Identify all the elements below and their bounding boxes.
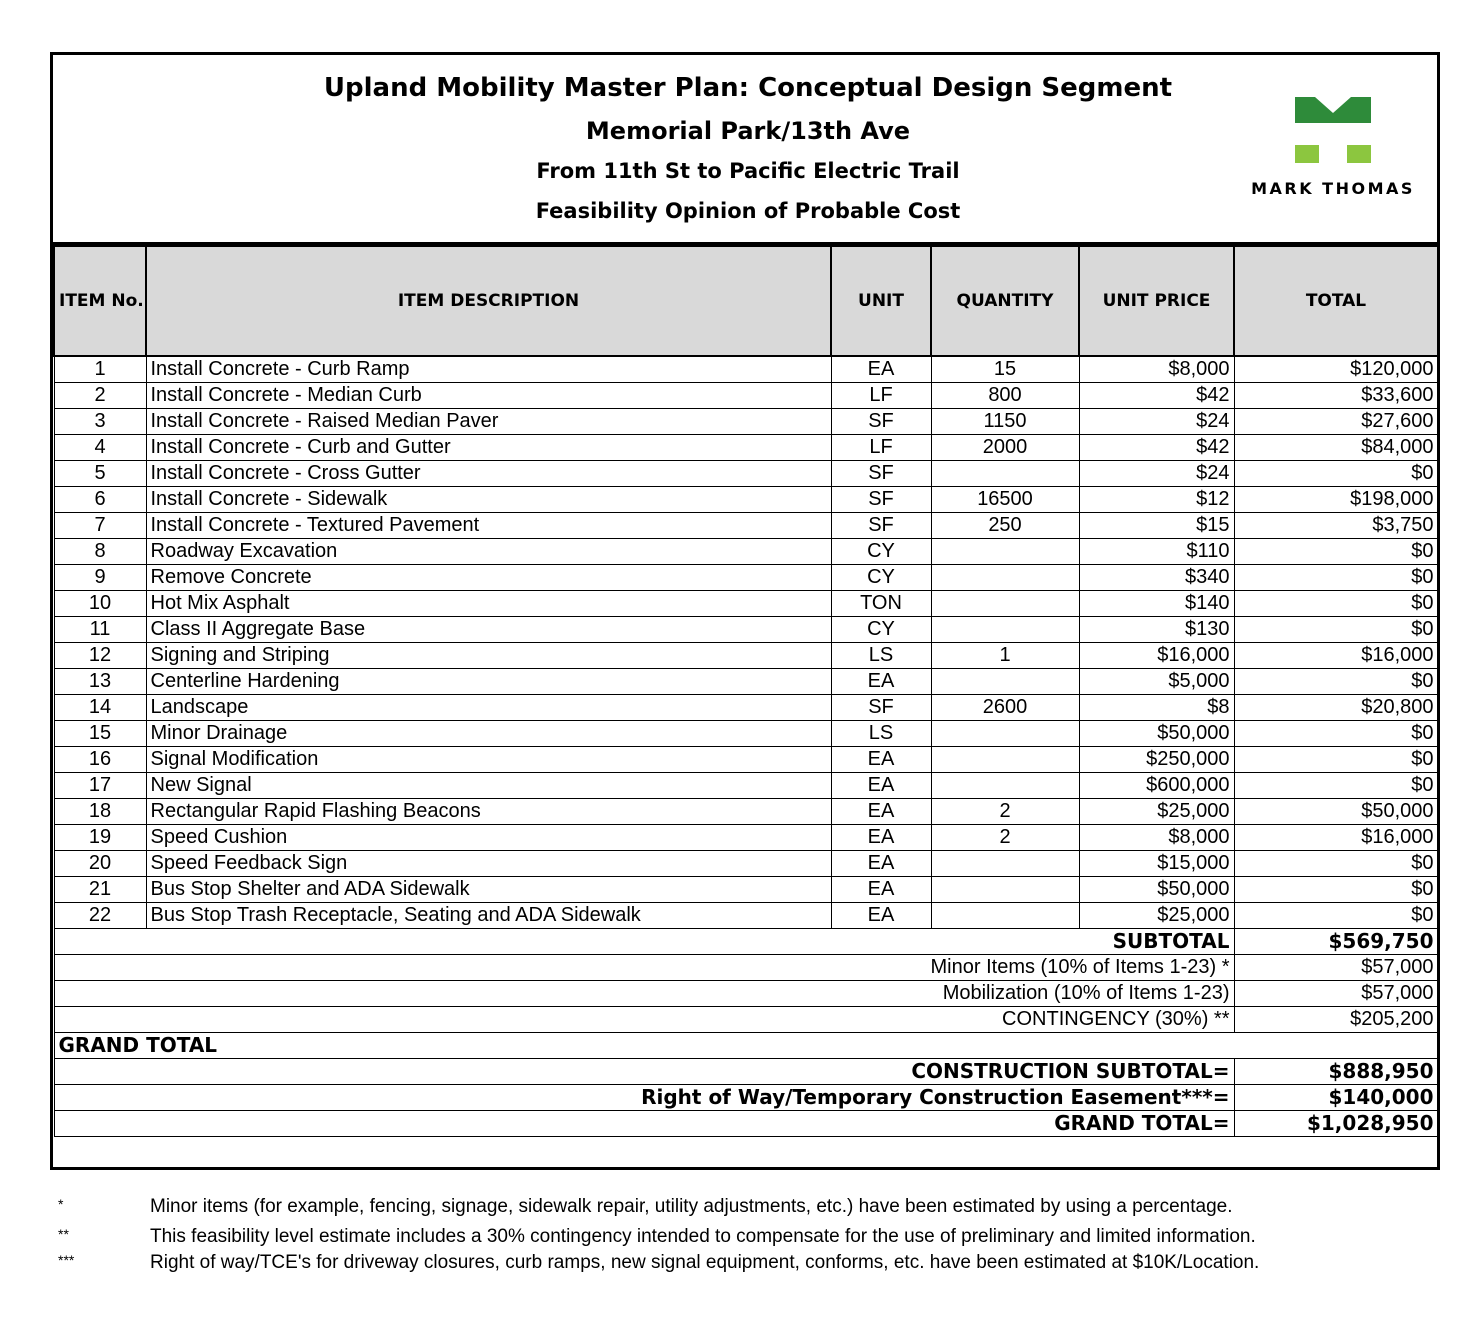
cost-table: [53, 245, 1439, 1137]
item-description: Signing and Striping: [146, 643, 831, 669]
table-row: [54, 799, 1438, 825]
item-quantity: [931, 721, 1079, 747]
item-number: 4: [54, 435, 146, 461]
mobilization-row: [54, 981, 1438, 1007]
footnote-mark: **: [58, 1226, 69, 1242]
table-row: [54, 356, 1438, 383]
item-description: Minor Drainage: [146, 721, 831, 747]
item-number: 17: [54, 773, 146, 799]
item-unit: SF: [831, 513, 931, 539]
item-quantity: [931, 903, 1079, 929]
item-number: 8: [54, 539, 146, 565]
item-unit-price: $42: [1079, 383, 1234, 409]
item-unit: SF: [831, 409, 931, 435]
item-unit: SF: [831, 461, 931, 487]
item-total: $0: [1234, 877, 1438, 903]
table-row: [54, 539, 1438, 565]
col-unit-price: UNIT PRICE: [1079, 246, 1234, 356]
item-unit: CY: [831, 539, 931, 565]
subtotal-label: SUBTOTAL: [54, 929, 1234, 955]
item-quantity: [931, 539, 1079, 565]
mobilization-value: $57,000: [1234, 981, 1438, 1007]
item-unit-price: $25,000: [1079, 903, 1234, 929]
item-description: Hot Mix Asphalt: [146, 591, 831, 617]
logo-wordmark: MARK THOMAS: [1251, 179, 1415, 198]
table-row: [54, 487, 1438, 513]
item-total: $0: [1234, 461, 1438, 487]
grand-total-section-label: GRAND TOTAL: [54, 1033, 1438, 1059]
header: [53, 55, 1437, 245]
item-quantity: 16500: [931, 487, 1079, 513]
table-row: [54, 851, 1438, 877]
table-row: [54, 383, 1438, 409]
item-number: 16: [54, 747, 146, 773]
item-unit-price: $8,000: [1079, 825, 1234, 851]
item-quantity: 250: [931, 513, 1079, 539]
table-row: [54, 903, 1438, 929]
item-unit: EA: [831, 747, 931, 773]
item-unit: EA: [831, 825, 931, 851]
item-quantity: [931, 669, 1079, 695]
grand-total-section-row: [54, 1033, 1438, 1059]
item-quantity: 1150: [931, 409, 1079, 435]
item-unit-price: $12: [1079, 487, 1234, 513]
item-quantity: 2: [931, 825, 1079, 851]
table-row: [54, 773, 1438, 799]
table-row: [54, 435, 1438, 461]
item-number: 2: [54, 383, 146, 409]
table-row: [54, 721, 1438, 747]
item-unit: EA: [831, 877, 931, 903]
table-row: [54, 513, 1438, 539]
item-unit-price: $42: [1079, 435, 1234, 461]
subtotal-value: $569,750: [1234, 929, 1438, 955]
item-description: Install Concrete - Curb Ramp: [146, 356, 831, 383]
item-total: $198,000: [1234, 487, 1438, 513]
item-unit-price: $15,000: [1079, 851, 1234, 877]
item-total: $3,750: [1234, 513, 1438, 539]
item-description: Landscape: [146, 695, 831, 721]
item-quantity: [931, 617, 1079, 643]
item-unit: CY: [831, 617, 931, 643]
item-unit-price: $8,000: [1079, 356, 1234, 383]
item-number: 11: [54, 617, 146, 643]
item-number: 6: [54, 487, 146, 513]
item-unit-price: $340: [1079, 565, 1234, 591]
item-unit: EA: [831, 799, 931, 825]
item-unit: EA: [831, 773, 931, 799]
footnote: [58, 1226, 1458, 1250]
item-quantity: 2: [931, 799, 1079, 825]
item-description: Roadway Excavation: [146, 539, 831, 565]
item-total: $27,600: [1234, 409, 1438, 435]
item-number: 12: [54, 643, 146, 669]
col-item-no: ITEM No.: [54, 246, 146, 356]
item-rows: [54, 356, 1438, 929]
table-row: [54, 747, 1438, 773]
table-row: [54, 617, 1438, 643]
col-quantity: QUANTITY: [931, 246, 1079, 356]
item-unit-price: $110: [1079, 539, 1234, 565]
item-quantity: [931, 877, 1079, 903]
item-description: Bus Stop Shelter and ADA Sidewalk: [146, 877, 831, 903]
item-description: Class II Aggregate Base: [146, 617, 831, 643]
table-row: [54, 643, 1438, 669]
table-row: [54, 669, 1438, 695]
item-description: Bus Stop Trash Receptacle, Seating and ADA Sidewalk: [146, 903, 831, 929]
minor-items-row: [54, 955, 1438, 981]
item-unit: EA: [831, 669, 931, 695]
item-description: Install Concrete - Median Curb: [146, 383, 831, 409]
footnote-text: Minor items (for example, fencing, signage, sidewalk repair, utility adjustments, etc.) have been estimated by using a percentage.: [150, 1196, 1233, 1217]
item-total: $16,000: [1234, 825, 1438, 851]
item-quantity: [931, 565, 1079, 591]
item-number: 1: [54, 356, 146, 383]
item-unit: SF: [831, 487, 931, 513]
col-unit: UNIT: [831, 246, 931, 356]
subtotal-row: [54, 929, 1438, 955]
item-quantity: [931, 747, 1079, 773]
item-number: 7: [54, 513, 146, 539]
item-number: 9: [54, 565, 146, 591]
item-unit: LF: [831, 435, 931, 461]
item-unit-price: $24: [1079, 409, 1234, 435]
item-total: $20,800: [1234, 695, 1438, 721]
item-quantity: [931, 591, 1079, 617]
grand-total-label: GRAND TOTAL=: [54, 1111, 1234, 1137]
item-quantity: 1: [931, 643, 1079, 669]
col-total: TOTAL: [1234, 246, 1438, 356]
table-row: [54, 825, 1438, 851]
item-total: $0: [1234, 903, 1438, 929]
item-number: 22: [54, 903, 146, 929]
item-number: 19: [54, 825, 146, 851]
footnote-text: Right of way/TCE's for driveway closures, curb ramps, new signal equipment, conforms, etc. have been estimated at $10K/Location.: [150, 1252, 1260, 1273]
item-total: $0: [1234, 669, 1438, 695]
right-of-way-row: [54, 1085, 1438, 1111]
item-unit-price: $600,000: [1079, 773, 1234, 799]
item-quantity: 15: [931, 356, 1079, 383]
item-unit-price: $50,000: [1079, 877, 1234, 903]
right-of-way-label: Right of Way/Temporary Construction Easement***=: [54, 1085, 1234, 1111]
item-unit: LS: [831, 721, 931, 747]
item-unit-price: $130: [1079, 617, 1234, 643]
grand-total-value: $1,028,950: [1234, 1111, 1438, 1137]
minor-items-label: Minor Items (10% of Items 1-23) *: [54, 955, 1234, 981]
item-number: 13: [54, 669, 146, 695]
item-description: Install Concrete - Cross Gutter: [146, 461, 831, 487]
item-unit: LS: [831, 643, 931, 669]
item-number: 5: [54, 461, 146, 487]
table-header-row: [54, 246, 1438, 356]
item-unit: TON: [831, 591, 931, 617]
item-number: 20: [54, 851, 146, 877]
item-number: 10: [54, 591, 146, 617]
item-unit: EA: [831, 851, 931, 877]
item-unit-price: $25,000: [1079, 799, 1234, 825]
item-number: 3: [54, 409, 146, 435]
item-unit: CY: [831, 565, 931, 591]
item-unit: SF: [831, 695, 931, 721]
item-unit: LF: [831, 383, 931, 409]
item-quantity: [931, 773, 1079, 799]
table-row: [54, 877, 1438, 903]
item-total: $120,000: [1234, 356, 1438, 383]
table-row: [54, 591, 1438, 617]
page-title: Upland Mobility Master Plan: Conceptual Design Segment: [323, 73, 1173, 103]
item-total: $0: [1234, 747, 1438, 773]
item-quantity: 2000: [931, 435, 1079, 461]
item-quantity: 2600: [931, 695, 1079, 721]
item-total: $33,600: [1234, 383, 1438, 409]
construction-subtotal-row: [54, 1059, 1438, 1085]
item-unit-price: $15: [1079, 513, 1234, 539]
construction-subtotal-value: $888,950: [1234, 1059, 1438, 1085]
item-description: New Signal: [146, 773, 831, 799]
item-quantity: [931, 461, 1079, 487]
item-description: Centerline Hardening: [146, 669, 831, 695]
item-description: Install Concrete - Raised Median Paver: [146, 409, 831, 435]
item-total: $0: [1234, 851, 1438, 877]
item-number: 14: [54, 695, 146, 721]
footnote-text: This feasibility level estimate includes a 30% contingency intended to compensate for the use of preliminary and limited information.: [150, 1226, 1256, 1247]
item-total: $0: [1234, 539, 1438, 565]
mobilization-label: Mobilization (10% of Items 1-23): [54, 981, 1234, 1007]
item-unit-price: $140: [1079, 591, 1234, 617]
item-total: $0: [1234, 721, 1438, 747]
contingency-row: [54, 1007, 1438, 1033]
item-total: $16,000: [1234, 643, 1438, 669]
item-total: $84,000: [1234, 435, 1438, 461]
item-description: Remove Concrete: [146, 565, 831, 591]
footnote: [58, 1252, 1458, 1276]
segment-limits: From 11th St to Pacific Electric Trail: [536, 159, 960, 183]
table-row: [54, 695, 1438, 721]
footnote: [58, 1196, 1458, 1220]
item-unit-price: $24: [1079, 461, 1234, 487]
cost-estimate-sheet: [50, 52, 1440, 1170]
footnote-mark: *: [58, 1196, 64, 1212]
item-description: Speed Feedback Sign: [146, 851, 831, 877]
table-row: [54, 565, 1438, 591]
item-number: 18: [54, 799, 146, 825]
contingency-value: $205,200: [1234, 1007, 1438, 1033]
item-unit-price: $50,000: [1079, 721, 1234, 747]
item-total: $0: [1234, 617, 1438, 643]
segment-name: Memorial Park/13th Ave: [585, 117, 911, 145]
item-quantity: 800: [931, 383, 1079, 409]
construction-subtotal-label: CONSTRUCTION SUBTOTAL=: [54, 1059, 1234, 1085]
item-description: Signal Modification: [146, 747, 831, 773]
item-number: 15: [54, 721, 146, 747]
item-description: Install Concrete - Curb and Gutter: [146, 435, 831, 461]
item-unit: EA: [831, 356, 931, 383]
footnote-mark: ***: [58, 1252, 75, 1268]
item-quantity: [931, 851, 1079, 877]
page-subtitle: Feasibility Opinion of Probable Cost: [535, 199, 961, 223]
item-description: Speed Cushion: [146, 825, 831, 851]
table-row: [54, 409, 1438, 435]
item-total: $50,000: [1234, 799, 1438, 825]
item-total: $0: [1234, 565, 1438, 591]
item-description: Install Concrete - Sidewalk: [146, 487, 831, 513]
item-unit-price: $250,000: [1079, 747, 1234, 773]
grand-total-row: [54, 1111, 1438, 1137]
item-number: 21: [54, 877, 146, 903]
item-unit-price: $16,000: [1079, 643, 1234, 669]
contingency-label: CONTINGENCY (30%) **: [54, 1007, 1234, 1033]
item-unit-price: $5,000: [1079, 669, 1234, 695]
item-unit: EA: [831, 903, 931, 929]
item-total: $0: [1234, 591, 1438, 617]
item-description: Install Concrete - Textured Pavement: [146, 513, 831, 539]
col-description: ITEM DESCRIPTION: [146, 246, 831, 356]
item-unit-price: $8: [1079, 695, 1234, 721]
table-row: [54, 461, 1438, 487]
right-of-way-value: $140,000: [1234, 1085, 1438, 1111]
minor-items-value: $57,000: [1234, 955, 1438, 981]
item-description: Rectangular Rapid Flashing Beacons: [146, 799, 831, 825]
item-total: $0: [1234, 773, 1438, 799]
